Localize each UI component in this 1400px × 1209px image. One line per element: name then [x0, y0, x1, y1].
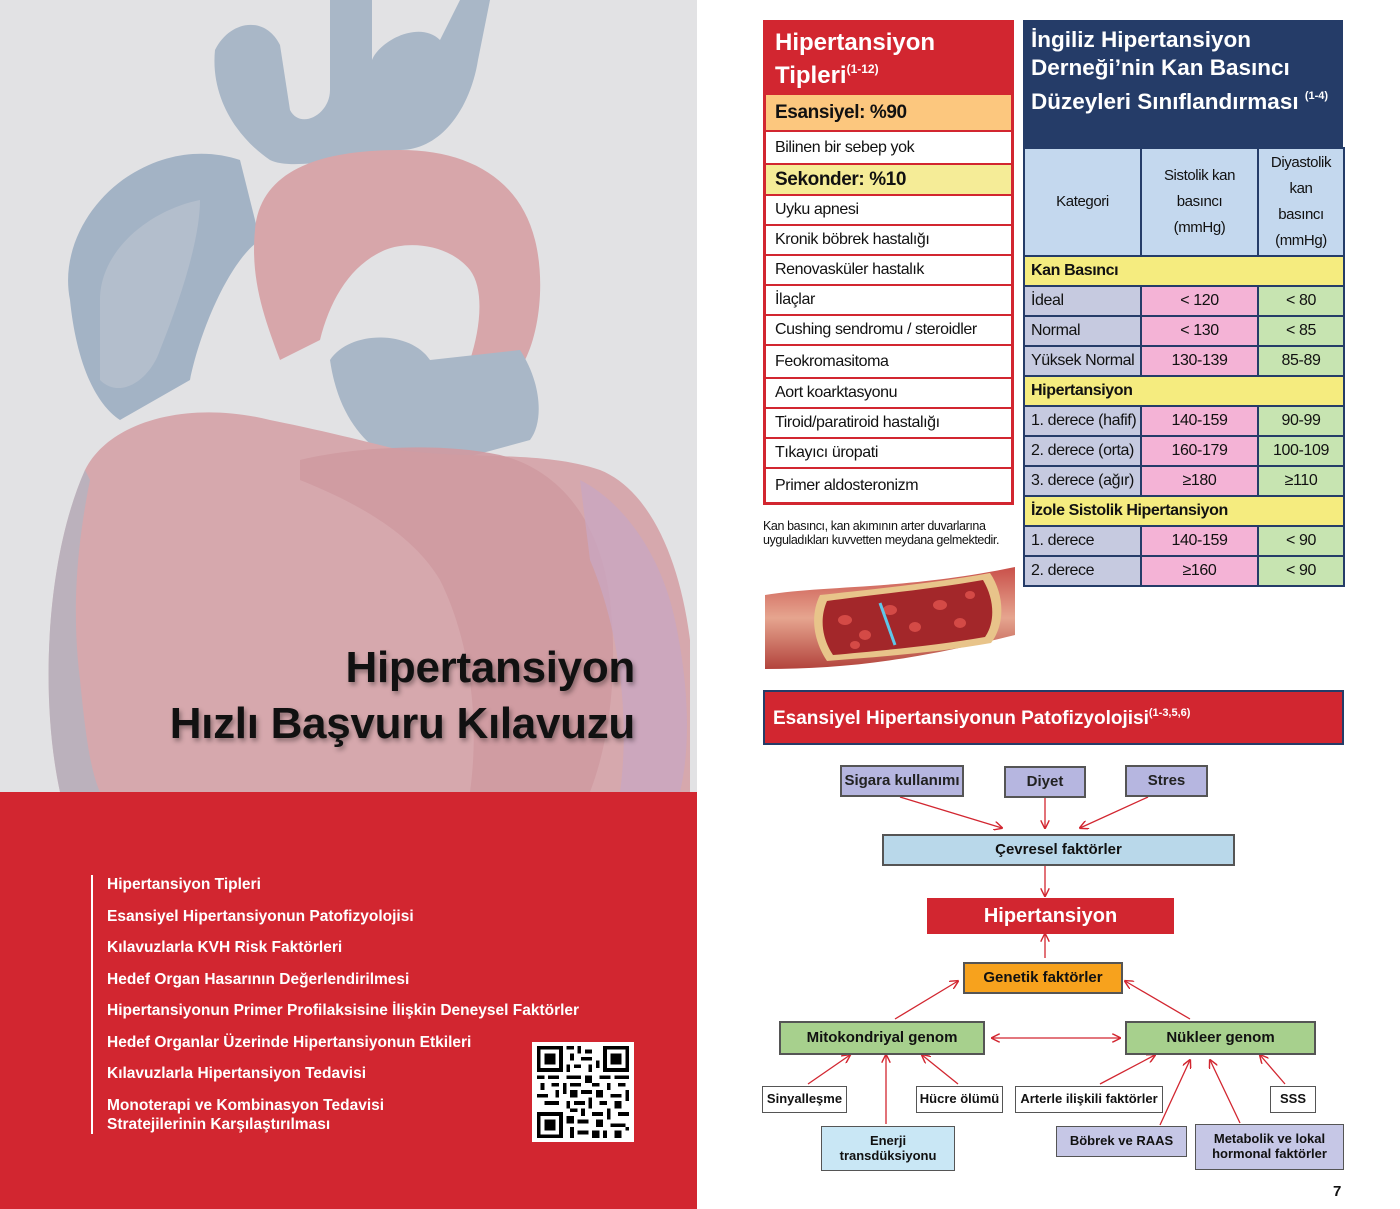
systolic-cell: 140-159	[1141, 406, 1258, 436]
node-diet: Diyet	[1004, 766, 1086, 798]
diastolic-cell: 90-99	[1258, 406, 1344, 436]
node-kidney-raas: Böbrek ve RAAS	[1056, 1126, 1187, 1157]
pathophysiology-ref: (1-3,5,6)	[1148, 707, 1191, 719]
types-table-rows	[766, 93, 1011, 502]
bhs-table-title-text: İngiliz Hipertansiyon Derneği’nin Kan Basıncı Düzeyleri Sınıflandırması	[1031, 27, 1299, 114]
table-row	[1024, 526, 1344, 556]
table-row	[1024, 436, 1344, 466]
diastolic-cell: < 80	[1258, 286, 1344, 316]
types-table-row: Tıkayıcı üropati	[766, 437, 1011, 467]
pathophysiology-title-text: Esansiyel Hipertansiyonun Patofizyolojisi	[773, 708, 1149, 729]
arrow	[1100, 1055, 1155, 1084]
types-table-row: Bilinen bir sebep yok	[766, 130, 1011, 163]
header-systolic: Sistolik kan basıncı (mmHg)	[1141, 148, 1258, 256]
systolic-cell: 160-179	[1141, 436, 1258, 466]
cover-panel	[0, 0, 697, 1209]
types-table-row: Sekonder: %10	[766, 163, 1011, 194]
systolic-cell: ≥160	[1141, 556, 1258, 586]
types-table-row: Tiroid/paratiroid hastalığı	[766, 407, 1011, 437]
node-genetic-factors: Genetik faktörler	[963, 962, 1123, 994]
node-environmental-factors: Çevresel faktörler	[882, 834, 1235, 866]
table-row	[1024, 406, 1344, 436]
category-cell: 2. derece (orta)	[1024, 436, 1141, 466]
toc-item[interactable]: Hipertansiyon Tipleri	[107, 876, 261, 893]
node-cell-death: Hücre ölümü	[916, 1086, 1003, 1113]
section-label: Hipertansiyon	[1024, 376, 1344, 406]
types-table-row: Cushing sendromu / steroidler	[766, 314, 1011, 344]
systolic-cell: < 120	[1141, 286, 1258, 316]
section-row	[1024, 376, 1344, 406]
section-label: Kan Basıncı	[1024, 256, 1344, 286]
cover-title	[170, 640, 635, 752]
arrow	[1125, 981, 1190, 1019]
hypertension-types-table	[763, 20, 1014, 505]
node-mitochondrial-genome: Mitokondriyal genom	[779, 1021, 985, 1055]
category-cell: 1. derece (hafif)	[1024, 406, 1141, 436]
category-cell: 2. derece	[1024, 556, 1141, 586]
arrow	[1160, 1060, 1190, 1125]
toc-item[interactable]: Hipertansiyonun Primer Profilaksisine İlişkin Deneysel Faktörler	[107, 1002, 580, 1019]
types-table-row: Feokromasitoma	[766, 344, 1011, 377]
node-nuclear-genome: Nükleer genom	[1125, 1021, 1316, 1055]
node-smoking: Sigara kullanımı	[840, 765, 964, 797]
bp-levels-body	[1024, 256, 1344, 586]
bhs-table-ref: (1-4)	[1304, 90, 1329, 102]
qr-code[interactable]	[532, 1042, 634, 1142]
types-table-row: Primer aldosteronizm	[766, 467, 1011, 502]
node-hypertension: Hipertansiyon	[927, 898, 1174, 934]
toc-item[interactable]: Hedef Organlar Üzerinde Hipertansiyonun Etkileri	[107, 1033, 472, 1051]
bp-levels-table	[1023, 147, 1345, 587]
table-row	[1024, 286, 1344, 316]
toc-item[interactable]: Kılavuzlarla KVH Risk Faktörleri	[107, 939, 343, 956]
pathophysiology-diagram	[740, 760, 1380, 1180]
header-diastolic: Diyastolik kan basıncı (mmHg)	[1258, 148, 1344, 256]
node-metabolic-hormonal: Metabolik ve lokal hormonal faktörler	[1195, 1124, 1344, 1170]
types-table-row: Renovasküler hastalık	[766, 254, 1011, 284]
diastolic-cell: ≥110	[1258, 466, 1344, 496]
category-cell: İdeal	[1024, 286, 1141, 316]
types-table-ref: (1-12)	[846, 62, 879, 76]
page-number: 7	[1333, 1183, 1342, 1200]
node-cns: SSS	[1270, 1086, 1316, 1113]
bhs-classification-table	[1023, 20, 1343, 587]
types-table-row: Uyku apnesi	[766, 194, 1011, 224]
table-row	[1024, 466, 1344, 496]
bhs-table-title	[1023, 20, 1343, 147]
artery-illustration	[765, 565, 1015, 669]
blood-pressure-caption: Kan basıncı, kan akımının arter duvarlarına uyguladıkları kuvvetten meydana gelmektedir.	[763, 519, 1000, 547]
category-cell: Normal	[1024, 316, 1141, 346]
systolic-cell: 140-159	[1141, 526, 1258, 556]
cover-title-line1: Hipertansiyon	[345, 643, 635, 692]
arrow	[1260, 1055, 1285, 1084]
node-arterial-factors: Arterle ilişkili faktörler	[1015, 1086, 1163, 1113]
qr-code-icon	[536, 1046, 630, 1138]
category-cell: 3. derece (ağır)	[1024, 466, 1141, 496]
types-table-row: Kronik böbrek hastalığı	[766, 224, 1011, 254]
systolic-cell: < 130	[1141, 316, 1258, 346]
types-table-row: Aort koarktasyonu	[766, 377, 1011, 407]
diastolic-cell: < 85	[1258, 316, 1344, 346]
diastolic-cell: < 90	[1258, 526, 1344, 556]
arrow	[1210, 1060, 1240, 1123]
node-energy-transduction: Enerji transdüksiyonu	[821, 1126, 955, 1171]
types-table-row: İlaçlar	[766, 284, 1011, 314]
node-signaling: Sinyalleşme	[762, 1086, 847, 1113]
diastolic-cell: 100-109	[1258, 436, 1344, 466]
node-stress: Stres	[1125, 765, 1208, 797]
arrow	[1080, 797, 1148, 828]
section-label: İzole Sistolik Hipertansiyon	[1024, 496, 1344, 526]
arrow	[895, 981, 958, 1019]
types-table-title	[766, 23, 1011, 93]
diastolic-cell: 85-89	[1258, 346, 1344, 376]
toc-item[interactable]: Esansiyel Hipertansiyonun Patofizyolojisi	[107, 907, 414, 925]
section-row	[1024, 496, 1344, 526]
table-header-row	[1024, 148, 1344, 256]
pathophysiology-title	[763, 690, 1344, 745]
toc-item[interactable]: Kılavuzlarla Hipertansiyon Tedavisi	[107, 1065, 366, 1082]
arrow	[900, 797, 1002, 828]
category-cell: 1. derece	[1024, 526, 1141, 556]
types-table-row: Esansiyel: %90	[766, 93, 1011, 130]
arrow	[922, 1055, 958, 1084]
arrow	[808, 1055, 850, 1084]
table-row	[1024, 346, 1344, 376]
toc-item[interactable]: Hedef Organ Hasarının Değerlendirilmesi	[107, 970, 410, 988]
table-row	[1024, 316, 1344, 346]
systolic-cell: 130-139	[1141, 346, 1258, 376]
toc-item[interactable]: Monoterapi ve Kombinasyon Tedavisi Stratejilerinin Karşılaştırılması	[107, 1096, 385, 1133]
systolic-cell: ≥180	[1141, 466, 1258, 496]
section-row	[1024, 256, 1344, 286]
table-row	[1024, 556, 1344, 586]
header-category: Kategori	[1024, 148, 1141, 256]
types-table-title-text: Hipertansiyon Tipleri	[775, 29, 936, 89]
cover-title-line2: Hızlı Başvuru Kılavuzu	[169, 699, 635, 748]
category-cell: Yüksek Normal	[1024, 346, 1141, 376]
diastolic-cell: < 90	[1258, 556, 1344, 586]
